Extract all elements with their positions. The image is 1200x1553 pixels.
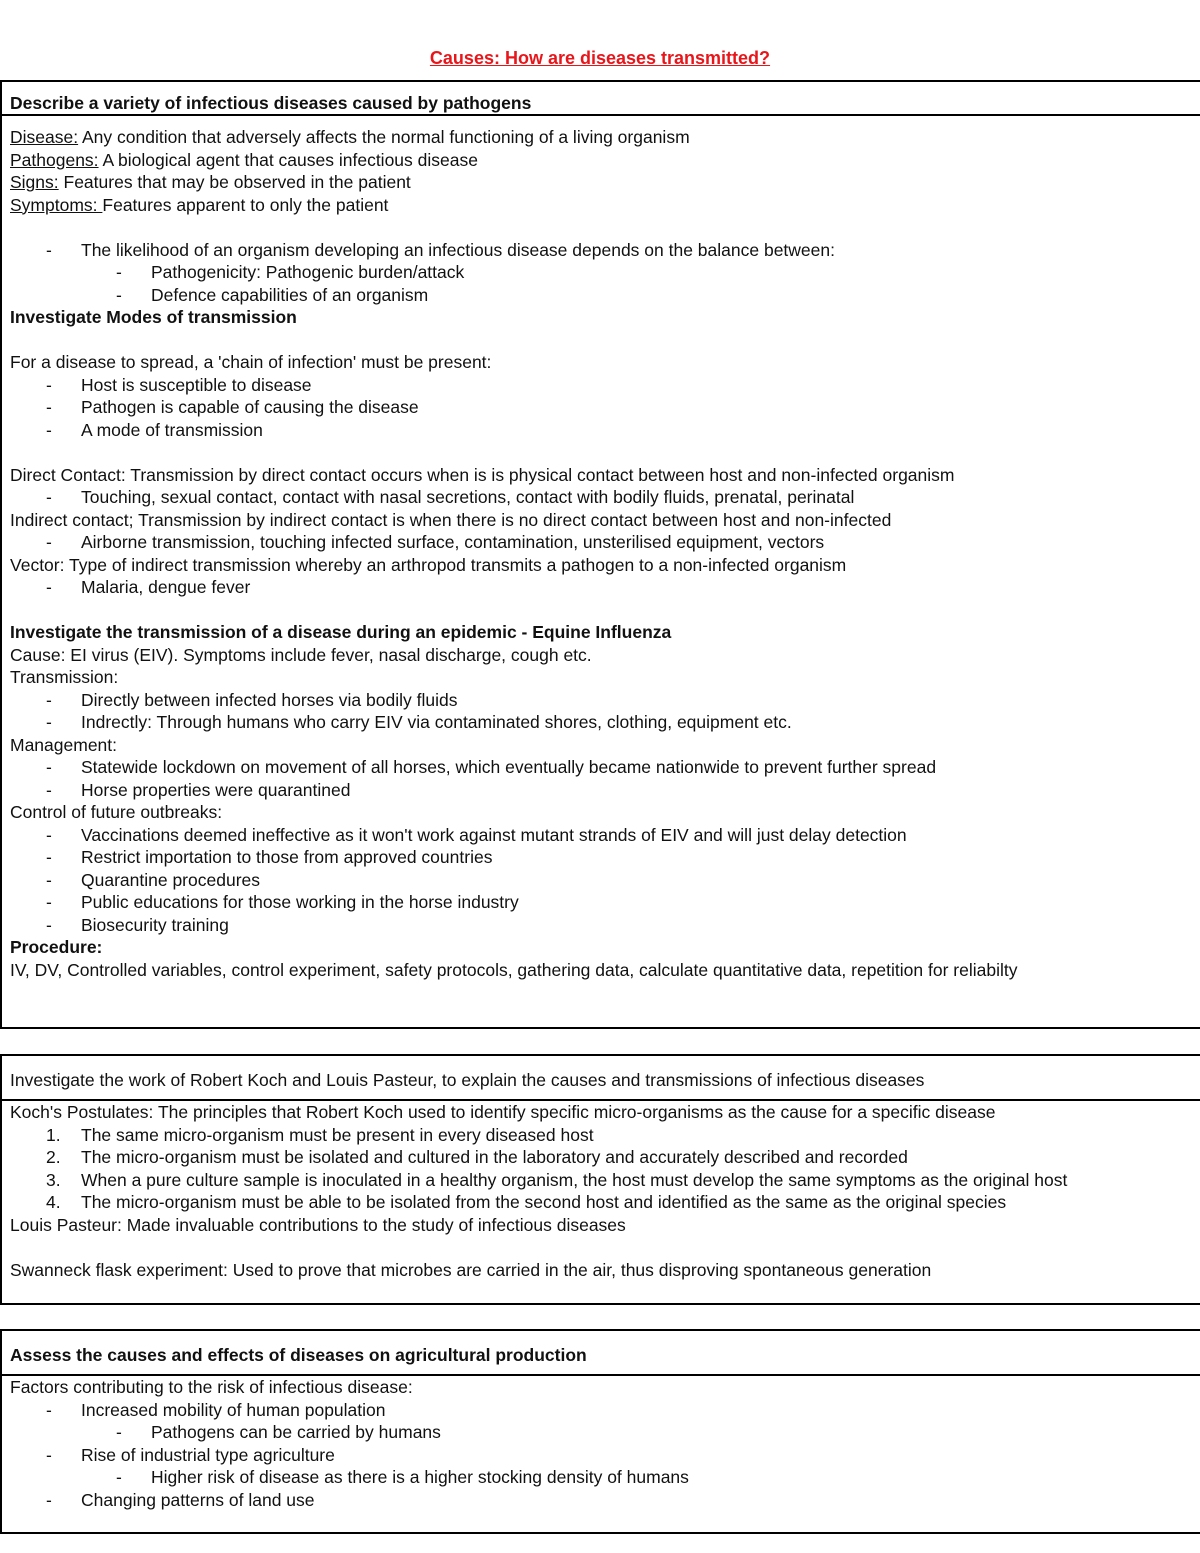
paragraph: For a disease to spread, a 'chain of infection' must be present:: [10, 352, 492, 372]
paragraph: Cause: EI virus (EIV). Symptoms include fever, nasal discharge, cough etc.: [10, 644, 592, 665]
list-item: - A mode of transmission: [46, 419, 263, 440]
list-item: - Directly between infected horses via bodily fluids: [46, 689, 458, 710]
bullet-icon: -: [46, 487, 52, 507]
paragraph: Control of future outbreaks:: [10, 802, 223, 822]
number-marker: 3.: [46, 1169, 61, 1190]
paragraph: Swanneck flask experiment: Used to prove that microbes are carried in the air, thus disproving spontaneous generation: [10, 1259, 932, 1280]
bullet-icon: -: [46, 689, 52, 710]
subheading: Investigate Modes of transmission: [10, 307, 297, 327]
paragraph: Louis Pasteur: Made invaluable contributions to the study of infectious diseases: [10, 1214, 626, 1235]
paragraph: Transmission:: [10, 667, 119, 687]
definition-disease: [10, 126, 1192, 149]
list-item: - Vaccinations deemed ineffective as it won't work against mutant strands of EIV and will just delay detection: [46, 824, 907, 845]
bullet-icon: -: [46, 577, 52, 597]
paragraph: IV, DV, Controlled variables, control experiment, safety protocols, gathering data, calculate quantitative data, repetition for reliabilty: [10, 959, 1018, 980]
list-item: 3. When a pure culture sample is inoculated in a healthy organism, the host must develop the same symptoms as the original host: [46, 1169, 1068, 1190]
term: Pathogens:: [10, 149, 99, 170]
list-item: - Public educations for those working in the horse industry: [46, 892, 519, 912]
bullet-icon: -: [46, 847, 52, 867]
number-marker: 1.: [46, 1124, 61, 1145]
list-item: - Touching, sexual contact, contact with nasal secretions, contact with bodily fluids, prenatal, perinatal: [46, 487, 855, 507]
paragraph: Vector: Type of indirect transmission whereby an arthropod transmits a pathogen to a non-infected organism: [10, 554, 847, 575]
bullet-icon: -: [46, 914, 52, 935]
list-item: - Malaria, dengue fever: [46, 577, 251, 597]
definition: Features apparent to only the patient: [102, 194, 389, 215]
paragraph: Factors contributing to the risk of infectious disease:: [10, 1377, 413, 1397]
section-heading: Investigate the work of Robert Koch and Louis Pasteur, to explain the causes and transmissions of infectious diseases: [2, 1056, 1200, 1101]
definition-pathogens: [10, 149, 1192, 172]
section-body: [2, 116, 1200, 981]
bullet-icon: -: [46, 757, 52, 777]
section-body: [2, 1376, 1200, 1511]
section-infectious-diseases: [0, 80, 1200, 1029]
paragraph: Koch's Postulates: The principles that Robert Koch used to identify specific micro-organisms as the cause for a specific disease: [10, 1102, 996, 1122]
list-item: - Defence capabilities of an organism: [116, 284, 429, 305]
bullet-icon: -: [116, 1422, 122, 1442]
section-koch-pasteur: [0, 1054, 1200, 1305]
bullet-icon: -: [46, 1444, 52, 1465]
bullet-icon: -: [46, 1399, 52, 1420]
subheading: Investigate the transmission of a disease during an epidemic - Equine Influenza: [10, 622, 672, 642]
section-heading: Describe a variety of infectious diseases caused by pathogens: [2, 82, 1200, 116]
list-item: - Increased mobility of human population: [46, 1399, 386, 1420]
bullet-icon: -: [46, 869, 52, 890]
bullet-icon: -: [116, 1467, 122, 1487]
section-agricultural-diseases: [0, 1329, 1200, 1534]
bullet-icon: -: [116, 262, 122, 282]
list-item: - Host is susceptible to disease: [46, 374, 312, 395]
list-item: 2. The micro-organism must be isolated and cultured in the laboratory and accurately described and recorded: [46, 1147, 908, 1167]
bullet-icon: -: [46, 712, 52, 732]
bullet-icon: -: [46, 824, 52, 845]
list-item: - Statewide lockdown on movement of all horses, which eventually became nationwide to prevent further spread: [46, 757, 937, 777]
number-marker: 4.: [46, 1192, 61, 1212]
bullet-icon: -: [46, 532, 52, 552]
number-marker: 2.: [46, 1147, 61, 1167]
section-heading: Assess the causes and effects of diseases on agricultural production: [2, 1331, 1200, 1376]
list-item: 1. The same micro-organism must be present in every diseased host: [46, 1124, 594, 1145]
list-item: - Airborne transmission, touching infected surface, contamination, unsterilised equipment, vectors: [46, 532, 825, 552]
paragraph: Management:: [10, 734, 118, 755]
definition: A biological agent that causes infectious disease: [98, 149, 478, 170]
term: Disease:: [10, 127, 79, 147]
list-item: - Higher risk of disease as there is a higher stocking density of humans: [116, 1467, 689, 1487]
list-item: - Pathogens can be carried by humans: [116, 1422, 441, 1442]
definition: Features that may be observed in the patient: [58, 172, 411, 192]
bullet-icon: -: [46, 779, 52, 800]
page-title: Causes: How are diseases transmitted?: [429, 48, 771, 68]
bullet-icon: -: [46, 1489, 52, 1510]
list-item: - Restrict importation to those from approved countries: [46, 847, 493, 867]
bullet-icon: -: [46, 239, 52, 260]
bullet-icon: -: [46, 892, 52, 912]
definition: Any condition that adversely affects the normal functioning of a living organism: [78, 127, 690, 147]
paragraph: Direct Contact: Transmission by direct contact occurs when is is physical contact between host and non-infected organism: [10, 464, 955, 485]
term: Signs:: [10, 172, 59, 192]
list-item: - Quarantine procedures: [46, 869, 260, 890]
list-item: - The likelihood of an organism developing an infectious disease depends on the balance between:: [46, 239, 835, 260]
list-item: - Pathogen is capable of causing the disease: [46, 397, 419, 417]
list-item: - Rise of industrial type agriculture: [46, 1444, 335, 1465]
list-item: - Changing patterns of land use: [46, 1489, 315, 1510]
bullet-icon: -: [46, 397, 52, 417]
bullet-icon: -: [46, 419, 52, 440]
list-item: - Biosecurity training: [46, 914, 229, 935]
list-item: - Horse properties were quarantined: [46, 779, 351, 800]
definition-symptoms: [10, 194, 1192, 217]
bullet-icon: -: [46, 374, 52, 395]
section-body: [2, 1101, 1200, 1281]
bullet-icon: -: [116, 284, 122, 305]
list-item: 4. The micro-organism must be able to be isolated from the second host and identified as the same as the original species: [46, 1192, 1007, 1212]
definition-signs: [10, 171, 1192, 194]
subheading: Procedure:: [10, 937, 103, 957]
paragraph: Indirect contact; Transmission by indirect contact is when there is no direct contact between host and non-infected: [10, 509, 892, 530]
term: Symptoms:: [10, 194, 103, 215]
list-item: - Indrectly: Through humans who carry EIV via contaminated shores, clothing, equipment etc.: [46, 712, 792, 732]
list-item: - Pathogenicity: Pathogenic burden/attack: [116, 262, 465, 282]
